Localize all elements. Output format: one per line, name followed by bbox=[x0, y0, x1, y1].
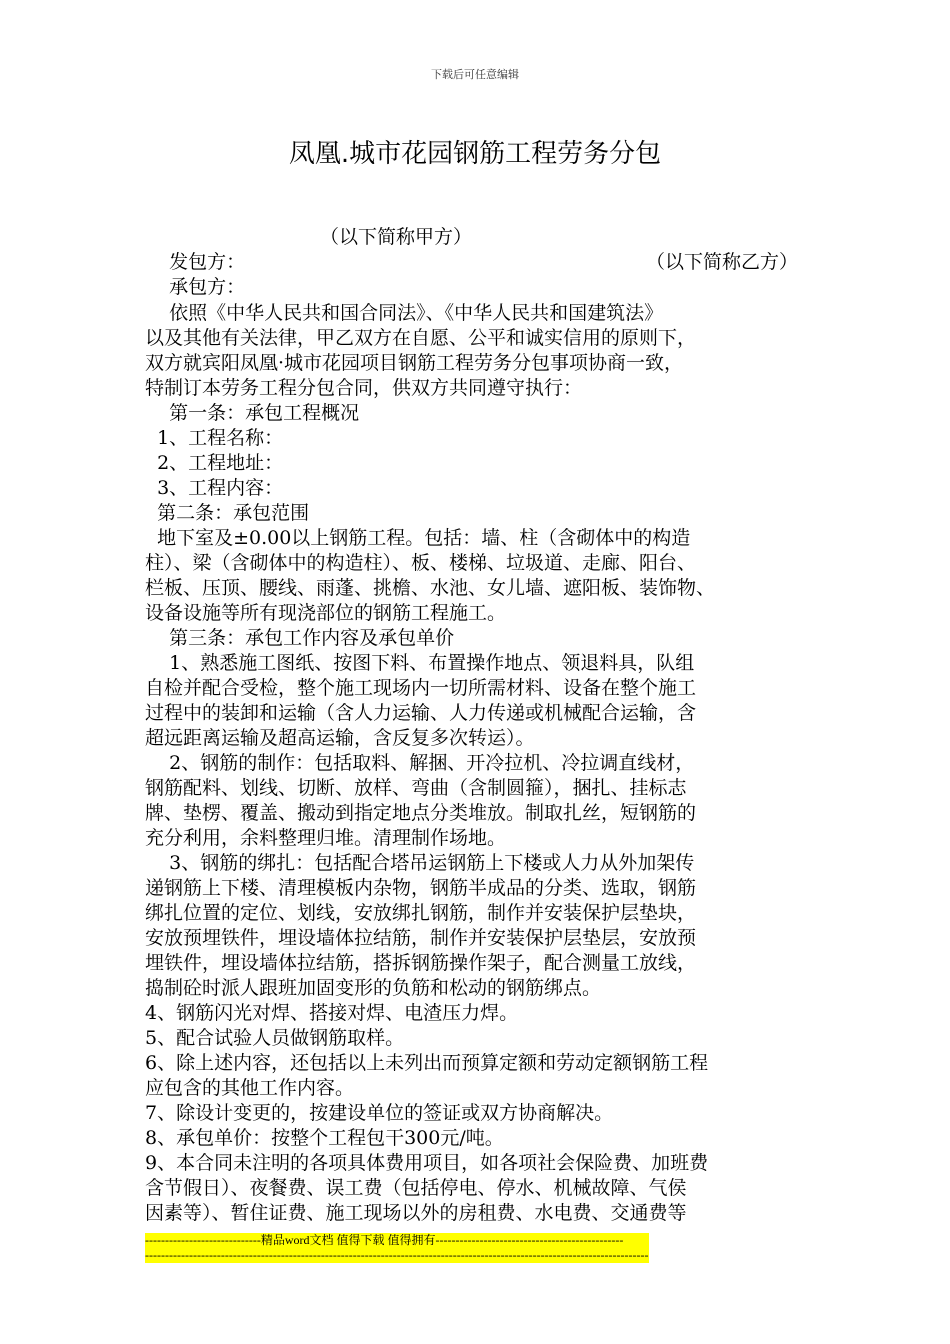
body-line: 栏板、压顶、腰线、雨蓬、挑檐、水池、女儿墙、遮阳板、装饰物、 bbox=[145, 577, 716, 599]
footer-line-1: -----------------------------精品word文档 值得下载 值得拥有----------------------------------------------- bbox=[145, 1233, 649, 1248]
body-line: 2、钢筋的制作：包括取料、解捆、开冷拉机、冷拉调直线材， bbox=[145, 752, 695, 774]
employer-label: 发包方： bbox=[169, 251, 246, 273]
body-line: 8、承包单价：按整个工程包干300元/吨。 bbox=[145, 1127, 504, 1149]
section-heading: 第二条：承包范围 bbox=[145, 502, 310, 524]
body-line: 1、工程名称： bbox=[145, 427, 284, 449]
body-line: 设备设施等所有现浇部位的钢筋工程施工。 bbox=[145, 602, 507, 624]
body-line: 4、钢筋闪光对焊、搭接对焊、电渣压力焊。 bbox=[145, 1002, 519, 1024]
body-line: 绑扎位置的定位、划线，安放绑扎钢筋，制作并安装保护层垫块， bbox=[145, 902, 697, 924]
body-line: 超远距离运输及超高运输，含反复多次转运）。 bbox=[145, 727, 535, 749]
body-line: 6、除上述内容，还包括以上未列出而预算定额和劳动定额钢筋工程 bbox=[145, 1052, 709, 1074]
document-body bbox=[145, 225, 820, 1226]
body-line: 依照《中华人民共和国合同法》、《中华人民共和国建筑法》 bbox=[145, 302, 664, 324]
body-line: 5、配合试验人员做钢筋取样。 bbox=[145, 1027, 405, 1049]
body-line: 双方就宾阳凤凰·城市花园项目钢筋工程劳务分包事项协商一致， bbox=[145, 352, 684, 374]
body-line: 含节假日）、夜餐费、误工费（包括停电、停水、机械故障、气侯 bbox=[145, 1177, 687, 1199]
footer-line-2: ------------------------------------------------------------------------------------------------------------------------------ bbox=[145, 1248, 649, 1262]
body-line: 柱）、梁（含砌体中的构造柱）、板、楼梯、垃圾道、走廊、阳台、 bbox=[145, 552, 697, 574]
spacer bbox=[145, 275, 820, 301]
employer-note: （以下简称甲方） bbox=[320, 226, 473, 248]
body-line: 3、钢筋的绑扎：包括配合塔吊运钢筋上下楼或人力从外加架传 bbox=[145, 852, 695, 874]
body-line: 充分利用，余料整理归堆。清理制作场地。 bbox=[145, 827, 507, 849]
body-line: 递钢筋上下楼、清理模板内杂物，钢筋半成品的分类、选取，钢筋 bbox=[145, 877, 697, 899]
body-line: 应包含的其他工作内容。 bbox=[145, 1077, 355, 1099]
body-line: 安放预埋铁件，埋设墙体拉结筋，制作并安装保护层垫层，安放预 bbox=[145, 927, 697, 949]
body-line: 过程中的装卸和运输（含人力运输、人力传递或机械配合运输，含 bbox=[145, 702, 697, 724]
body-line: 7、除设计变更的，按建设单位的签证或双方协商解决。 bbox=[145, 1102, 614, 1124]
body-line: 因素等）、暂住证费、施工现场以外的房租费、水电费、交通费等 bbox=[145, 1202, 687, 1224]
section-heading: 第一条：承包工程概况 bbox=[145, 402, 360, 424]
contractor-note: （以下简称乙方） bbox=[645, 251, 798, 273]
body-line: 牌、垫楞、覆盖、搬动到指定地点分类堆放。制取扎丝，短钢筋的 bbox=[145, 802, 697, 824]
body-line: 埋铁件，埋设墙体拉结筋，搭拆钢筋操作架子，配合测量工放线， bbox=[145, 952, 697, 974]
body-line: 9、本合同未注明的各项具体费用项目，如各项社会保险费、加班费 bbox=[145, 1152, 709, 1174]
body-line: 以及其他有关法律，甲乙双方在自愿、公平和诚实信用的原则下， bbox=[145, 327, 697, 349]
body-line: 3、工程内容： bbox=[145, 477, 284, 499]
section-heading: 第三条：承包工作内容及承包单价 bbox=[145, 627, 455, 649]
body-line: 钢筋配料、划线、切断、放样、弯曲（含制圆箍），捆扎、挂标志 bbox=[145, 777, 687, 799]
contract-text bbox=[145, 301, 820, 1226]
body-line: 地下室及±0.00以上钢筋工程。包括：墙、柱（含砌体中的构造 bbox=[145, 527, 691, 549]
body-line: 捣制砼时派人跟班加固变形的负筋和松动的钢筋绑点。 bbox=[145, 977, 602, 999]
contractor-row bbox=[145, 250, 820, 298]
header-note: 下载后可任意编辑 bbox=[431, 68, 519, 81]
body-line: 2、工程地址： bbox=[145, 452, 284, 474]
body-line: 特制订本劳务工程分包合同，供双方共同遵守执行： bbox=[145, 377, 583, 399]
contractor-label: 承包方： bbox=[169, 276, 246, 298]
footer-banner bbox=[145, 1233, 649, 1263]
body-line: 自检并配合受检，整个施工现场内一切所需材料、设备在整个施工 bbox=[145, 677, 697, 699]
document-title: 凤凰.城市花园钢筋工程劳务分包 bbox=[288, 139, 662, 169]
body-line: 1、熟悉施工图纸、按图下料、布置操作地点、领退料具，队组 bbox=[145, 652, 695, 674]
